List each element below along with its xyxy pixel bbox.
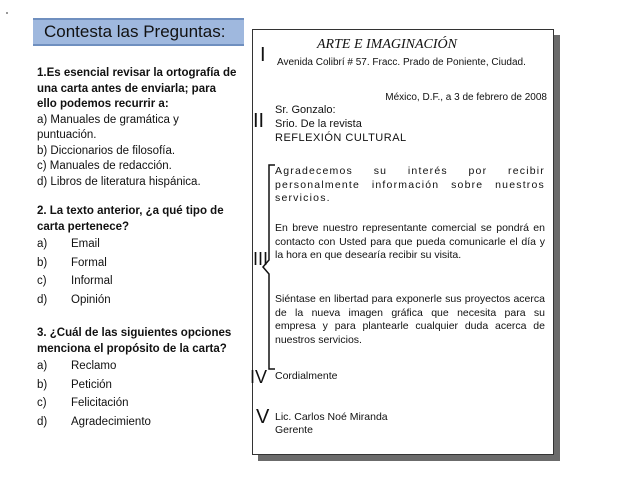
recipient-name: Sr. Gonzalo: bbox=[275, 104, 336, 116]
section-brace-icon bbox=[262, 164, 276, 370]
option-letter: a) bbox=[37, 238, 48, 250]
worksheet-title: Contesta las Preguntas: bbox=[33, 18, 244, 46]
option-letter: c) bbox=[37, 275, 47, 287]
recipient-organization: REFLEXIÓN CULTURAL bbox=[275, 132, 407, 144]
section-numeral-5: V bbox=[256, 406, 270, 428]
signature-name: Lic. Carlos Noé Miranda bbox=[275, 411, 388, 423]
option-letter: c) bbox=[37, 397, 47, 409]
letter-date: México, D.F., a 3 de febrero de 2008 bbox=[385, 92, 547, 103]
answer-option[interactable]: d) Libros de literatura hispánica. bbox=[37, 175, 201, 188]
question-prompt: 2. La texto anterior, ¿a qué tipo de carta pertenece? bbox=[37, 205, 224, 233]
option-letter: a) bbox=[37, 360, 48, 372]
answer-option[interactable]: a) Manuales de gramática y puntuación. bbox=[37, 113, 179, 141]
question-2 bbox=[37, 204, 237, 309]
letter-paragraph: Siéntase en libertad para exponerle sus proyectos acerca de la nueva imagen gráfica que necesita para su empresa y para plantearle cualquier duda acerca de nuestros servicios. bbox=[275, 293, 545, 346]
question-prompt: 3. ¿Cuál de las siguientes opciones menciona el propósito de la carta? bbox=[37, 327, 232, 355]
letter-paragraph: En breve nuestro representante comercial se pondrá en contacto con Usted para que pueda comunicarle el día y la hora en que desearía recibir su visita. bbox=[275, 222, 545, 261]
answer-option[interactable] bbox=[37, 376, 237, 395]
option-text: Informal bbox=[71, 275, 113, 287]
option-letter: b) bbox=[37, 256, 48, 269]
option-text: Petición bbox=[71, 378, 112, 391]
answer-option[interactable] bbox=[37, 394, 237, 413]
question-3 bbox=[37, 326, 237, 431]
question-prompt: 1.Es esencial revisar la ortografía de una carta antes de enviarla; para ello podemos recurrir a: bbox=[37, 67, 237, 110]
option-letter: b) bbox=[37, 378, 48, 391]
questions-panel bbox=[37, 66, 237, 431]
option-text: Reclamo bbox=[71, 360, 117, 372]
section-numeral-3: III bbox=[253, 249, 269, 269]
recipient-title: Srio. De la revista bbox=[275, 118, 362, 130]
option-text: Felicitación bbox=[71, 397, 129, 409]
answer-option[interactable] bbox=[37, 291, 237, 310]
option-text: Opinión bbox=[71, 293, 111, 306]
answer-option[interactable] bbox=[37, 254, 237, 273]
letter-paragraph: Agradecemos su interés por recibir personalmente información sobre nuestros servicios. bbox=[275, 165, 545, 204]
option-letter: d) bbox=[37, 293, 48, 306]
section-numeral-2: II bbox=[253, 110, 265, 132]
answer-option[interactable] bbox=[37, 235, 237, 254]
question-1 bbox=[37, 66, 237, 190]
answer-option[interactable] bbox=[37, 357, 237, 376]
company-name: ARTE E IMAGINACIÓN bbox=[317, 37, 457, 52]
section-numeral-4: IV bbox=[250, 367, 268, 387]
answer-option[interactable] bbox=[37, 272, 237, 291]
section-numeral-1: I bbox=[260, 44, 266, 66]
answer-option[interactable]: b) Diccionarios de filosofía. bbox=[37, 144, 176, 157]
company-address: Avenida Colibrí # 57. Fracc. Prado de Poniente, Ciudad. bbox=[277, 57, 526, 68]
answer-option[interactable] bbox=[37, 413, 237, 432]
letter-closing: Cordialmente bbox=[275, 370, 338, 382]
option-letter: d) bbox=[37, 415, 48, 428]
letter-document bbox=[252, 29, 554, 455]
signature-title: Gerente bbox=[275, 424, 313, 436]
option-text: Email bbox=[71, 238, 100, 250]
corner-dot bbox=[6, 12, 8, 14]
option-text: Agradecimiento bbox=[71, 415, 151, 428]
answer-option[interactable]: c) Manuales de redacción. bbox=[37, 160, 172, 172]
option-text: Formal bbox=[71, 256, 107, 269]
